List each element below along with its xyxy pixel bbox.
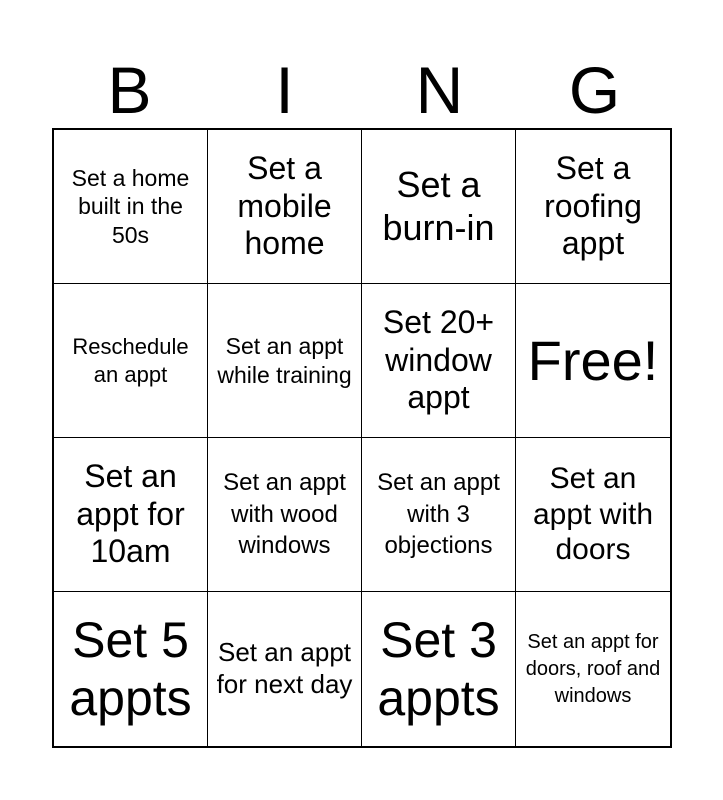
bingo-cell-text: Set an appt for doors, roof and windows xyxy=(525,630,661,707)
bingo-cell-text: Set an appt for 10am xyxy=(76,457,185,570)
free-space-label: Free! xyxy=(527,328,659,392)
bingo-cell-text: Set an appt while training xyxy=(217,333,352,388)
header-letter-g: G xyxy=(568,53,621,127)
bingo-cell-text: Set 5 appts xyxy=(69,612,192,726)
bingo-cell[interactable] xyxy=(516,130,670,284)
header-letter-i: I xyxy=(275,53,294,127)
bingo-cell-text: Set 3 appts xyxy=(377,612,500,726)
bingo-cell[interactable] xyxy=(54,284,208,438)
bingo-cell[interactable] xyxy=(362,130,516,284)
bingo-cell-text: Reschedule an appt xyxy=(72,334,189,387)
bingo-cell-text: Set a burn-in xyxy=(382,164,495,248)
bingo-cell-text: Set 20+ window appt xyxy=(382,303,495,416)
bingo-cell-text: Set a home built in the 50s xyxy=(71,165,190,248)
bingo-cell[interactable] xyxy=(54,592,208,746)
bingo-cell[interactable] xyxy=(208,592,362,746)
bingo-cell[interactable] xyxy=(208,130,362,284)
bingo-cell[interactable] xyxy=(516,592,670,746)
bingo-cell[interactable] xyxy=(362,592,516,746)
bingo-cell[interactable] xyxy=(208,284,362,438)
bingo-cell-text: Set an appt with wood windows xyxy=(223,468,346,560)
bingo-cell[interactable] xyxy=(208,438,362,592)
bingo-cell-text: Set an appt with 3 objections xyxy=(377,468,500,560)
bingo-card-grid xyxy=(52,128,672,748)
bingo-cell[interactable] xyxy=(516,438,670,592)
bingo-cell[interactable] xyxy=(362,438,516,592)
bingo-cell[interactable] xyxy=(54,130,208,284)
bingo-cell-text: Set an appt for next day xyxy=(216,637,353,699)
bingo-cell-text: Set an appt with doors xyxy=(532,462,654,567)
bingo-cell-text: Set a mobile home xyxy=(237,149,332,262)
header-letter-n: N xyxy=(415,53,464,127)
bingo-cell-free[interactable] xyxy=(516,284,670,438)
bingo-cell[interactable] xyxy=(54,438,208,592)
bingo-cell-text: Set a roofing appt xyxy=(544,149,642,262)
bingo-header xyxy=(52,52,672,128)
bingo-cell[interactable] xyxy=(362,284,516,438)
header-letter-b: B xyxy=(107,53,152,127)
